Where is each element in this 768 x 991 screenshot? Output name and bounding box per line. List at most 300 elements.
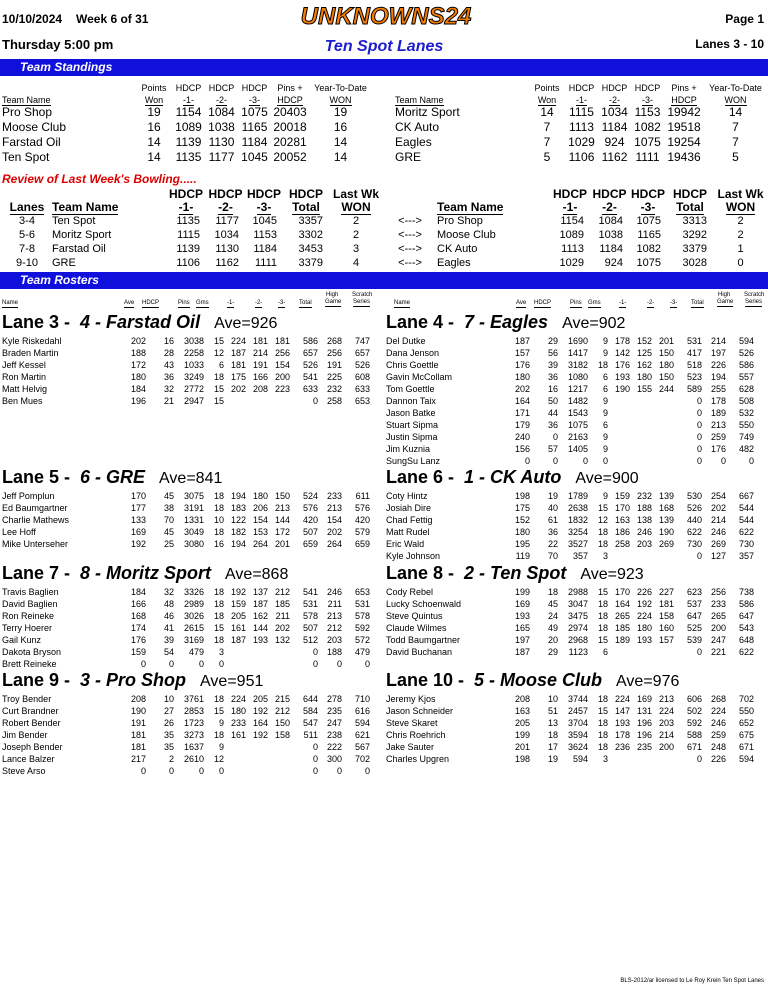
roster-block (386, 311, 754, 467)
standings-g2: 924 (604, 135, 625, 149)
player-stat: 202 (130, 336, 146, 346)
player-stat: 142 (614, 348, 630, 358)
player-stat (652, 395, 674, 407)
player-stat: 24 (547, 611, 558, 621)
player-stat: 648 (738, 635, 754, 645)
standings-pins: 19436 (667, 150, 701, 164)
player-stat: 169 (130, 527, 146, 537)
player-row (386, 407, 754, 419)
player-stat: 268 (710, 694, 726, 704)
standings-g1: 1089 (175, 120, 202, 134)
player-stat: 0 (602, 456, 608, 466)
player-stat: 19 (547, 491, 558, 501)
review-b3: 1075 (636, 257, 661, 269)
player-stat: 150 (658, 348, 674, 358)
player-name: Curt Brandner (2, 706, 59, 716)
player-stat: 212 (274, 706, 290, 716)
player-stat (608, 550, 630, 562)
review-b1: 1089 (559, 229, 584, 241)
player-stat: 537 (686, 599, 702, 609)
player-stat: 176 (130, 635, 146, 645)
roster-block (2, 562, 370, 670)
player-stat: 594 (738, 754, 754, 764)
player-stat: 3080 (183, 539, 204, 549)
player-stat: 357 (738, 551, 754, 561)
player-stat: 213 (326, 611, 342, 621)
review-aw: 3 (352, 243, 360, 255)
player-stat: 576 (302, 503, 318, 513)
player-stat: 201 (658, 336, 674, 346)
player-stat: 2988 (567, 587, 588, 597)
player-stat: 3326 (183, 587, 204, 597)
standings-pins: 20018 (273, 120, 307, 134)
review-b2: 1184 (599, 243, 623, 255)
player-stat: 0 (140, 659, 146, 669)
player-stat: 730 (738, 539, 754, 549)
player-stat: 526 (354, 360, 370, 370)
player-stat: 9 (602, 348, 608, 358)
player-name: David Buchanan (386, 647, 453, 657)
player-row (386, 443, 754, 455)
roster-header-total: Total (691, 300, 704, 306)
standings-g1: 1154 (175, 105, 202, 119)
player-stat: 154 (274, 360, 290, 370)
standings-g1: 1029 (568, 135, 595, 149)
player-stat (246, 395, 268, 407)
standings-pins: 19254 (667, 135, 701, 149)
lane-number: Lane 5 - (2, 467, 71, 487)
player-name: Gavin McCollam (386, 372, 453, 382)
player-stat: 235 (326, 706, 342, 716)
standings-g3: 1111 (635, 150, 660, 164)
player-name: Matt Rudel (386, 527, 430, 537)
review-b3: 1075 (636, 215, 661, 227)
player-stat (630, 646, 652, 658)
lane-number: Lane 7 - (2, 563, 71, 583)
player-stat: 226 (710, 360, 726, 370)
player-stat: 15 (213, 706, 224, 716)
standings-team: Moose Club (2, 120, 67, 134)
player-stat: 150 (274, 491, 290, 501)
player-stat: 15 (597, 706, 608, 716)
player-stat: 675 (738, 730, 754, 740)
player-stat: 185 (614, 623, 630, 633)
player-stat: 1789 (567, 491, 588, 501)
player-stat: 161 (230, 623, 246, 633)
player-stat: 133 (130, 515, 146, 525)
review-a1: 1115 (177, 229, 200, 241)
player-stat: 194 (230, 539, 246, 549)
review-at: 3379 (298, 257, 323, 269)
team-name: 6 - GRE (80, 467, 146, 487)
player-stat: 259 (710, 432, 726, 442)
player-stat: 208 (130, 694, 146, 704)
standings-g3: 1184 (241, 135, 268, 149)
player-stat: 169 (636, 694, 652, 704)
team-average: Ave=926 (214, 315, 278, 332)
player-stat: 16 (547, 384, 558, 394)
player-stat: 56 (547, 348, 558, 358)
player-stat: 166 (252, 372, 268, 382)
standings-row (395, 135, 767, 150)
player-stat: 12 (597, 515, 608, 525)
player-stat: 576 (354, 503, 370, 513)
team-average: Ave=923 (580, 566, 644, 583)
page-number: Page 1 (725, 12, 764, 26)
review-a2: 1162 (215, 257, 239, 269)
player-stat: 211 (327, 599, 342, 609)
player-name: Lee Hoff (2, 527, 36, 537)
player-stat: 224 (230, 694, 246, 704)
lane-title (2, 562, 370, 584)
player-stat: 0 (696, 444, 702, 454)
roster-header-g1: -1- (227, 300, 235, 306)
player-row (386, 729, 754, 741)
player-stat: 2989 (183, 599, 204, 609)
player-stat: 180 (514, 372, 530, 382)
player-stat: 531 (686, 336, 702, 346)
player-stat: 70 (547, 551, 558, 561)
team-name: 2 - Ten Spot (464, 563, 567, 583)
player-stat: 197 (710, 348, 726, 358)
roster-header-g2: -2- (255, 300, 263, 306)
player-stat: 32 (163, 384, 174, 394)
player-stat: 18 (547, 730, 558, 740)
player-stat: 181 (658, 599, 674, 609)
player-stat: 6 (218, 360, 224, 370)
player-stat: 3624 (567, 742, 588, 752)
player-row (386, 490, 754, 502)
player-row (2, 741, 370, 753)
player-stat: 178 (710, 396, 726, 406)
review-a3: 1045 (252, 215, 277, 227)
player-stat: 0 (552, 456, 558, 466)
player-stat: 541 (302, 587, 318, 597)
player-stat: 0 (168, 766, 174, 776)
player-stat: 156 (514, 444, 530, 454)
player-stat: 139 (658, 491, 674, 501)
player-stat: 254 (710, 491, 726, 501)
roster-header-right (394, 290, 766, 310)
roster-table (386, 586, 754, 658)
lane-number: Lane 10 - (386, 670, 465, 690)
player-stat: 278 (326, 694, 342, 704)
roster-header-high_game2: Game (325, 299, 342, 305)
player-stat: 2974 (567, 623, 588, 633)
player-stat: 19 (547, 754, 558, 764)
player-stat: 543 (738, 623, 754, 633)
review-table: HDCP HDCP HDCP HDCP Last Wk HDCP HDCP HDCP HDCP Last Wk Lanes Team Name -1- -2- -3- Total WON Team Name -1- -2- -3- Total WON 3-4 Ten Spot 1135 1177 1045 3357 2 <---> Pro Shop 1154 1084 1075 3313 2 5-6 Moritz Sport 1115 1034 1153 3302 2 <---> Moose Club 1089 1038 1165 3292 2 7-8 Farstad Oil 1139 1130 1184 3453 3 <---> CK Auto 1113 1184 1082 3379 1 9-10 GRE 1106 1162 1111 3379 4 <---> Eagles 1029 924 1075 3028 0 (2, 188, 768, 270)
player-stat: 39 (163, 635, 174, 645)
player-row (386, 598, 754, 610)
player-stat: 482 (738, 444, 754, 454)
review-bw: 2 (737, 229, 744, 241)
player-stat: 240 (514, 432, 530, 442)
player-row (386, 717, 754, 729)
player-stat: 633 (354, 384, 370, 394)
standings-points: 16 (147, 120, 161, 134)
roster-table (2, 586, 370, 670)
player-name: Troy Bender (2, 694, 52, 704)
review-row (2, 242, 768, 256)
player-stat: 671 (686, 742, 702, 752)
roster-block (386, 466, 754, 562)
player-stat: 3744 (567, 694, 588, 704)
player-stat: 187 (230, 348, 246, 358)
player-stat: 3527 (567, 539, 588, 549)
player-stat: 628 (738, 384, 754, 394)
player-name: Lance Balzer (2, 754, 55, 764)
player-stat: 567 (354, 742, 370, 752)
player-stat: 15 (213, 396, 224, 406)
player-row (386, 538, 754, 550)
player-name: Dakota Bryson (2, 647, 62, 657)
player-stat: 417 (686, 348, 702, 358)
player-stat: 3 (602, 754, 608, 764)
player-stat: 29 (547, 647, 558, 657)
player-stat: 212 (326, 623, 342, 633)
player-name: Ron Martin (2, 372, 47, 382)
player-stat: 544 (738, 515, 754, 525)
player-stat (224, 741, 246, 753)
player-stat: 225 (326, 372, 342, 382)
player-row (386, 419, 754, 431)
player-stat: 139 (658, 515, 674, 525)
review-row (2, 256, 768, 270)
player-stat: 147 (614, 706, 630, 716)
player-row (386, 431, 754, 443)
team-average: Ave=976 (616, 673, 680, 690)
player-stat: 35 (163, 742, 174, 752)
player-stat: 2968 (567, 635, 588, 645)
lane-title (2, 669, 370, 691)
review-b1: 1029 (559, 257, 584, 269)
team-name: 7 - Eagles (464, 312, 549, 332)
player-stat (630, 550, 652, 562)
player-stat: 3047 (567, 599, 588, 609)
player-stat: 9 (602, 432, 608, 442)
player-stat: 592 (354, 623, 370, 633)
review-a1: 1135 (176, 215, 200, 227)
player-stat: 12 (213, 348, 224, 358)
review-row (2, 228, 768, 242)
lane-title (2, 311, 370, 333)
player-stat: 208 (514, 694, 530, 704)
player-stat: 168 (130, 611, 146, 621)
player-row (2, 610, 370, 622)
player-stat: 584 (302, 706, 318, 716)
player-stat: 192 (130, 539, 146, 549)
review-b3: 1082 (636, 243, 661, 255)
review-bw: 1 (737, 243, 744, 255)
player-name: Todd Baumgartner (386, 635, 461, 645)
player-stat: 152 (636, 336, 652, 346)
player-row (386, 693, 754, 705)
player-stat: 21 (163, 396, 174, 406)
team-average: Ave=868 (225, 566, 289, 583)
player-name: Dannon Taix (386, 396, 436, 406)
player-stat: 2 (168, 754, 174, 764)
player-stat: 2853 (183, 706, 204, 716)
roster-header-hdcp: HDCP (142, 300, 160, 306)
player-stat: 150 (274, 718, 290, 728)
player-stat: 217 (130, 754, 146, 764)
review-a2: 1130 (215, 243, 239, 255)
player-stat: 15 (597, 587, 608, 597)
player-stat: 0 (696, 647, 702, 657)
standings-won: 16 (333, 120, 348, 134)
player-stat: 45 (163, 527, 174, 537)
player-stat: 594 (738, 336, 754, 346)
player-stat: 1482 (567, 396, 588, 406)
team-average: Ave=902 (562, 315, 626, 332)
player-stat: 161 (230, 730, 246, 740)
player-name: Dana Jenson (386, 348, 440, 358)
player-row (386, 753, 754, 765)
player-row (386, 514, 754, 526)
roster-block (2, 466, 370, 550)
player-stat: 162 (252, 611, 268, 621)
player-stat: 189 (614, 635, 630, 645)
player-stat: 202 (274, 623, 290, 633)
player-row (2, 347, 370, 359)
player-name: Chris Roehrich (386, 730, 446, 740)
player-stat: 119 (515, 551, 530, 561)
roster-header-pins: Pins (178, 300, 190, 306)
player-stat: 213 (274, 503, 290, 513)
player-stat: 659 (354, 539, 370, 549)
player-row (2, 753, 370, 765)
player-stat: 36 (547, 420, 558, 430)
player-stat: 214 (710, 336, 726, 346)
review-aw: 2 (352, 215, 360, 227)
player-stat: 246 (710, 718, 726, 728)
review-arrow: <---> (398, 243, 422, 255)
standings-won: 7 (732, 120, 739, 134)
player-stat: 2163 (567, 432, 588, 442)
player-stat: 0 (198, 659, 204, 669)
player-stat: 18 (597, 599, 608, 609)
player-stat: 608 (354, 372, 370, 382)
player-name: Matt Helvig (2, 384, 48, 394)
player-stat: 644 (302, 694, 318, 704)
player-row (386, 502, 754, 514)
player-stat: 166 (130, 599, 146, 609)
review-t1: Ten Spot (52, 215, 96, 227)
player-stat: 616 (354, 706, 370, 716)
player-stat: 164 (614, 599, 630, 609)
standings-won: 7 (732, 135, 739, 149)
player-stat: 0 (312, 396, 318, 406)
player-stat (652, 550, 674, 562)
player-stat: 131 (636, 706, 652, 716)
roster-header-name: Name (394, 300, 411, 306)
standings-team: Moritz Sport (395, 105, 460, 119)
player-stat: 144 (274, 515, 290, 525)
player-stat: 541 (302, 372, 318, 382)
player-stat (608, 646, 630, 658)
player-stat: 180 (636, 623, 652, 633)
player-row (2, 335, 370, 347)
player-stat: 18 (213, 694, 224, 704)
player-stat: 578 (302, 611, 318, 621)
player-name: Stuart Sipma (386, 420, 439, 430)
player-stat (652, 753, 674, 765)
player-stat: 159 (614, 491, 630, 501)
team-average: Ave=900 (575, 470, 639, 487)
player-stat: 222 (326, 742, 342, 752)
player-name: Jim Kuznia (386, 444, 431, 454)
player-stat: 1033 (183, 360, 204, 370)
player-stat: 174 (130, 623, 146, 633)
roster-header-total: Total (299, 300, 312, 306)
player-stat: 440 (686, 515, 702, 525)
player-stat: 3075 (183, 491, 204, 501)
review-a3: 1184 (253, 243, 277, 255)
player-stat: 170 (614, 503, 630, 513)
player-stat: 192 (230, 587, 246, 597)
player-stat: 3 (218, 647, 224, 657)
player-stat: 170 (614, 587, 630, 597)
player-stat: 202 (326, 527, 342, 537)
player-stat (652, 431, 674, 443)
roster-header-high_series2: Series (745, 299, 763, 305)
player-stat: 16 (213, 539, 224, 549)
review-t1: GRE (52, 257, 76, 269)
review-b3: 1165 (637, 229, 661, 241)
player-stat: 232 (636, 491, 652, 501)
standings-g1: 1135 (175, 150, 202, 164)
lane-title (386, 466, 754, 488)
player-stat: 235 (636, 742, 652, 752)
player-stat: 2610 (183, 754, 204, 764)
standings-team: Pro Shop (2, 105, 53, 119)
roster-table (386, 490, 754, 562)
player-stat: 40 (547, 503, 558, 513)
player-stat: 659 (302, 539, 318, 549)
player-stat: 0 (336, 659, 342, 669)
player-name: Jeff Pomplun (2, 491, 55, 501)
player-stat: 159 (130, 647, 146, 657)
player-stat: 526 (302, 360, 318, 370)
player-stat: 667 (738, 491, 754, 501)
player-stat: 196 (130, 396, 146, 406)
player-name: Jeff Kessel (2, 360, 46, 370)
player-stat: 532 (738, 408, 754, 418)
player-stat: 192 (252, 730, 268, 740)
player-stat: 49 (547, 623, 558, 633)
player-stat: 198 (514, 491, 530, 501)
player-stat: 190 (658, 527, 674, 537)
player-stat: 233 (710, 599, 726, 609)
player-name: Kyle Johnson (386, 551, 441, 561)
player-row (2, 765, 370, 777)
player-stat: 3169 (183, 635, 204, 645)
player-stat: 246 (326, 587, 342, 597)
player-stat: 530 (686, 491, 702, 501)
player-name: Joseph Bender (2, 742, 63, 752)
review-a3: 1111 (254, 257, 277, 269)
player-stat: 550 (738, 706, 754, 716)
player-stat: 181 (130, 730, 146, 740)
player-stat (630, 407, 652, 419)
roster-header-high_series2: Series (353, 299, 371, 305)
review-b1: 1154 (560, 215, 584, 227)
player-stat: 258 (614, 539, 630, 549)
player-stat: 246 (636, 527, 652, 537)
day-time: Thursday 5:00 pm (2, 37, 114, 52)
player-stat: 3761 (183, 694, 204, 704)
